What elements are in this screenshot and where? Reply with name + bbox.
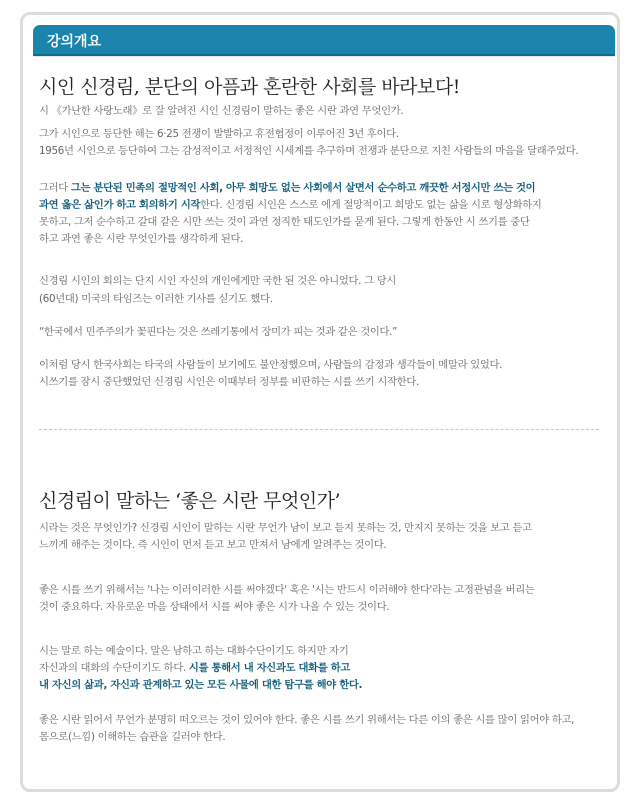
section2-paragraph: 좋은 시를 쓰기 위해서는 '나는 이러이러한 시를 써야겠다' 혹은 '시는 반드시 이러해야 한다'라는 고정관념을 버리는 — [39, 584, 535, 596]
text-span: 한다. 신경림 시인은 스스로 에게 절망적이고 희망도 없는 삶을 시로 형상화하지 — [200, 199, 542, 211]
section1-paragraph: 시 《가난한 사랑노래》로 잘 알려진 시인 신경림이 말하는 좋은 시란 과연 무엇인가. — [39, 105, 404, 117]
header-underline — [33, 56, 615, 57]
highlight-text: 시를 통해서 내 자신과도 대화를 하고 — [188, 662, 351, 674]
section-divider — [39, 429, 599, 430]
section2-paragraph — [39, 660, 350, 677]
section2-paragraph: 느끼게 해주는 것이다. 즉 시인이 먼저 듣고 보고 만져서 남에게 알려주는 것이다. — [39, 539, 387, 551]
times-quote: “한국에서 민주주의가 꽃핀다는 것은 쓰레기통에서 장미가 피는 것과 같은 것이다.” — [39, 326, 398, 338]
section2-paragraph: 시라는 것은 무엇인가? 신경림 시인이 말하는 시란 무언가 남이 보고 듣지 못하는 것, 만지지 못하는 것을 보고 듣고 — [39, 522, 532, 534]
section1-paragraph — [39, 180, 535, 197]
section2-paragraph: 것이 중요하다. 자유로운 마음 상태에서 시를 써야 좋은 시가 나올 수 있는 것이다. — [39, 601, 390, 613]
section2-paragraph: 좋은 시란 읽어서 무언가 분명히 떠오르는 것이 있어야 한다. 좋은 시를 쓰기 위해서는 다른 이의 좋은 시를 많이 읽어야 하고, — [39, 714, 575, 726]
highlight-text: 과연 옳은 삶인가 하고 회의하기 시작 — [39, 199, 201, 211]
section2-paragraph: 시는 말로 하는 예술이다. 말은 남하고 하는 대화수단이기도 하지만 자기 — [39, 645, 349, 657]
text-span: 그러다 — [39, 182, 71, 194]
section-header — [33, 25, 615, 56]
section1-paragraph: 시쓰기를 잠시 중단했었던 신경림 시인은 이때부터 정부를 비판하는 시를 쓰기 시작한다. — [39, 376, 419, 388]
section1-paragraph: 신경림 시인의 회의는 단지 시인 자신의 개인에게만 국한 된 것은 아니었다. 그 당시 — [39, 275, 396, 287]
section1-paragraph: 하고 과연 좋은 시란 무엇인가를 생각하게 된다. — [39, 233, 244, 245]
section1-paragraph: 그가 시인으로 등단한 해는 6·25 전쟁이 발발하고 휴전협정이 이루어진 3년 후이다. — [39, 128, 399, 140]
text-span: 자신과의 대화의 수단이기도 하다. — [39, 662, 189, 674]
section1-paragraph — [39, 197, 542, 214]
section1-title: 시인 신경림, 분단의 아픔과 혼란한 사회를 바라보다! — [39, 76, 460, 98]
section2-paragraph: 몸으로(느낌) 이해하는 습관을 길러야 한다. — [39, 731, 226, 743]
highlight-text: 그는 분단된 민족의 절망적인 사회, 아무 희망도 없는 사회에서 살면서 순수하고 깨끗한 서정시만 쓰는 것이 — [70, 182, 536, 194]
section1-paragraph: (60년대) 미국의 타임즈는 이러한 기사를 싣기도 했다. — [39, 293, 273, 305]
highlight-text: 내 자신의 삶과, 자신과 관계하고 있는 모든 사물에 대한 탐구를 해야 한다. — [39, 679, 363, 691]
section1-paragraph: 못하고, 그저 순수하고 갈대 같은 시만 쓰는 것이 과연 정직한 태도인가를 묻게 된다. 그렇게 한동안 시 쓰기를 중단 — [39, 216, 530, 228]
content-frame — [20, 12, 620, 792]
section2-paragraph — [39, 677, 362, 694]
section1-paragraph: 1956년 시인으로 등단하여 그는 감성적이고 서정적인 시세계를 추구하며 전쟁과 분단으로 지친 사람들의 마음을 달래주었다. — [39, 145, 579, 157]
section1-paragraph: 이처럼 당시 한국사회는 타국의 사람들이 보기에도 불안정했으며, 사람들의 감정과 생각들이 메말라 있었다. — [39, 359, 503, 371]
section-header-title: 강의개요 — [47, 34, 102, 50]
section2-title: 신경림이 말하는 ‘좋은 시란 무엇인가’ — [39, 490, 341, 512]
